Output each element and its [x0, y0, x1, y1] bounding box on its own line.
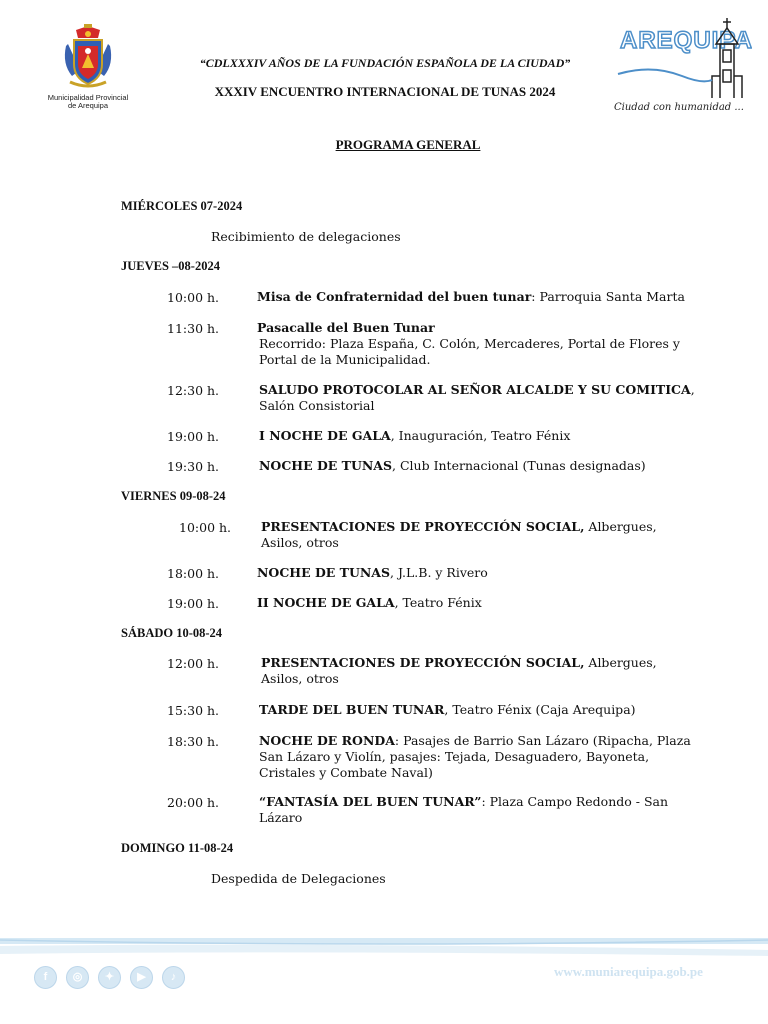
event-time: 18:30 h.: [167, 734, 220, 749]
municipality-logo: [36, 24, 140, 114]
day-note: Recibimiento de delegaciones: [211, 229, 401, 244]
event-title: Misa de Confraternidad del buen tunar: [257, 289, 532, 304]
anniversary-heading: “CDLXXXIV AÑOS DE LA FUNDACIÓN ESPAÑOLA DE LA CIUDAD”: [199, 56, 571, 70]
municipality-name: [36, 94, 140, 110]
coat-of-arms-icon: [58, 24, 118, 92]
facebook-icon[interactable]: f: [34, 966, 57, 989]
event-description: [261, 655, 681, 687]
event-description: [259, 794, 679, 826]
event-title: PRESENTACIONES DE PROYECCIÓN SOCIAL,: [261, 655, 585, 670]
day-heading: VIERNES 09-08-24: [121, 489, 226, 503]
municipality-name-line2: de Arequipa: [67, 101, 109, 110]
event-detail: , J.L.B. y Rivero: [390, 565, 488, 580]
event-description: [259, 428, 709, 444]
event-title: NOCHE DE TUNAS: [259, 458, 393, 473]
day-heading: DOMINGO 11-08-24: [121, 841, 234, 855]
day-heading: MIÉRCOLES 07-2024: [121, 199, 243, 213]
event-detail: , Teatro Fénix: [394, 595, 482, 610]
event-title: NOCHE DE RONDA: [259, 733, 395, 748]
event-detail: Albergues, Asilos, otros: [261, 519, 657, 550]
event-detail: : Pasajes de Barrio San Lázaro (Ripacha, Plaza San Lázaro y Violín, pasajes: Tejada, Desaguadero, Bayoneta, Cristales y Combate Naval): [259, 733, 691, 780]
arequipa-logo-text: AREQUIPA: [620, 27, 752, 54]
event-time: 10:00 h.: [179, 520, 232, 535]
tiktok-icon[interactable]: ♪: [162, 966, 185, 989]
event-time: 10:00 h.: [167, 290, 220, 305]
event-time: 19:00 h.: [167, 429, 220, 444]
event-description: [257, 320, 707, 368]
event-time: 19:30 h.: [167, 459, 220, 474]
twitter-icon[interactable]: ✦: [98, 966, 121, 989]
event-detail: Albergues, Asilos, otros: [261, 655, 657, 686]
event-detail: : Parroquia Santa Marta: [531, 289, 685, 304]
event-description: [259, 382, 714, 414]
program-title: PROGRAMA GENERAL: [335, 137, 481, 152]
event-time: 11:30 h.: [167, 321, 220, 336]
event-description: [259, 458, 709, 474]
event-description: [261, 519, 681, 551]
event-detail: : Plaza Campo Redondo - San Lázaro: [259, 794, 669, 825]
event-description: [257, 565, 707, 581]
event-description: [257, 595, 707, 611]
event-detail: , Club Internacional (Tunas designadas): [392, 458, 646, 473]
day-note: Despedida de Delegaciones: [211, 871, 386, 886]
event-detail: , Inauguración, Teatro Fénix: [390, 428, 571, 443]
event-time: 12:30 h.: [167, 383, 220, 398]
event-detail: , Teatro Fénix (Caja Arequipa): [444, 702, 636, 717]
event-description: [259, 733, 699, 781]
municipality-name-line1: Municipalidad Provincial: [47, 93, 129, 102]
event-title: “FANTASÍA DEL BUEN TUNAR”: [259, 794, 482, 809]
event-time: 19:00 h.: [167, 596, 220, 611]
event-detail: , Salón Consistorial: [259, 382, 695, 413]
event-title: I NOCHE DE GALA: [259, 428, 391, 443]
instagram-icon[interactable]: ◎: [66, 966, 89, 989]
arequipa-logo-icon: [612, 14, 752, 100]
city-slogan: Ciudad con humanidad ...: [614, 102, 744, 113]
event-title: NOCHE DE TUNAS: [257, 565, 391, 580]
youtube-icon[interactable]: ▶: [130, 966, 153, 989]
city-logo: [612, 14, 752, 124]
event-detail: Recorrido: Plaza España, C. Colón, Mercaderes, Portal de Flores y Portal de la Municipalidad.: [259, 336, 680, 367]
event-time: 15:30 h.: [167, 703, 220, 718]
event-title: II NOCHE DE GALA: [257, 595, 395, 610]
event-title: Pasacalle del Buen Tunar: [257, 320, 435, 335]
event-description: [257, 289, 707, 305]
footer-band: [0, 932, 768, 962]
event-description: [259, 702, 709, 718]
event-title: SALUDO PROTOCOLAR AL SEÑOR ALCALDE Y SU COMITICA: [259, 382, 691, 397]
event-time: 20:00 h.: [167, 795, 220, 810]
event-title: PRESENTACIONES DE PROYECCIÓN SOCIAL,: [261, 519, 585, 534]
event-time: 12:00 h.: [167, 656, 220, 671]
event-time: 18:00 h.: [167, 566, 220, 581]
day-heading: JUEVES –08-2024: [121, 259, 220, 273]
day-heading: SÁBADO 10-08-24: [121, 626, 223, 640]
event-title: TARDE DEL BUEN TUNAR: [259, 702, 445, 717]
website-link[interactable]: www.muniarequipa.gob.pe: [554, 964, 703, 979]
event-heading: XXXIV ENCUENTRO INTERNACIONAL DE TUNAS 2024: [214, 84, 556, 99]
